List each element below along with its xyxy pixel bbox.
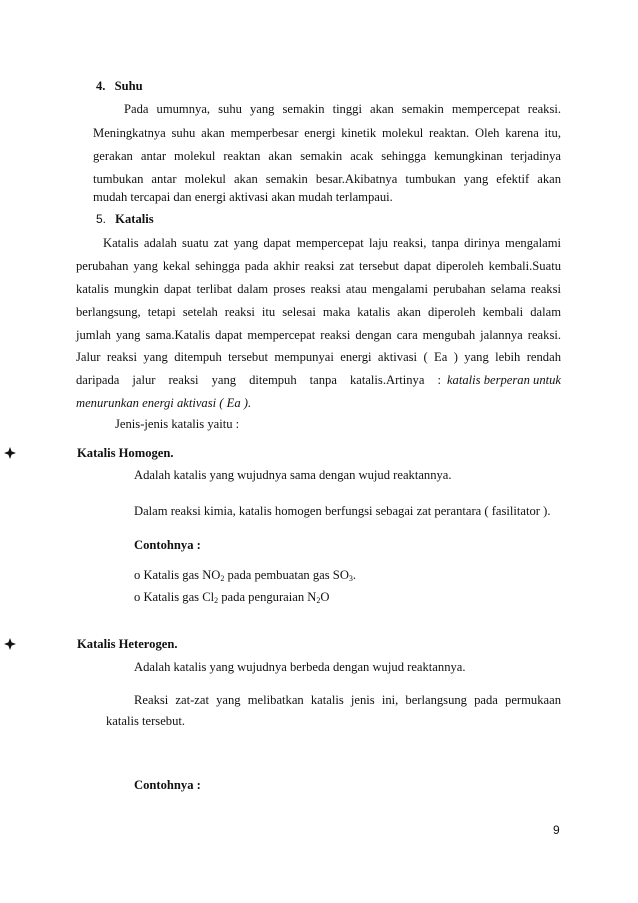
example-2-sub-2: 2 <box>316 596 321 605</box>
page-number: 9 <box>553 823 560 837</box>
section-4-line-5: mudah tercapai dan energi aktivasi akan mudah terlampaui. <box>93 190 393 204</box>
section-5-line-6: Jalur reaksi yang ditempuh tersebut mempunyai energi aktivasi ( Ea ) yang lebih rendah <box>76 350 561 364</box>
example-2-text-b: pada penguraian N <box>218 590 317 604</box>
section-4-line-1: Pada umumnya, suhu yang semakin tinggi akan semakin mempercepat reaksi. <box>124 102 561 116</box>
example-1-text-c: . <box>352 568 357 582</box>
diamond-bullet-icon <box>4 447 16 459</box>
section-5-line-7-normal: daripada jalur reaksi yang ditempuh tanpa katalis.Artinya : <box>76 373 441 387</box>
example-1-text-a: Katalis gas NO <box>143 568 221 582</box>
bullet-circle-icon: o <box>134 568 141 582</box>
section-5-line-7-italic: katalis berperan untuk <box>446 373 561 387</box>
section-4-number: 4. <box>96 79 106 93</box>
heterogen-line-2: Reaksi zat-zat yang melibatkan katalis jenis ini, berlangsung pada permukaan <box>134 693 561 707</box>
homogen-title: Katalis Homogen. <box>77 446 174 460</box>
homogen-line-1: Adalah katalis yang wujudnya sama dengan wujud reaktannya. <box>134 468 452 482</box>
homogen-example-1 <box>134 567 356 587</box>
section-5-title: Katalis <box>115 212 154 226</box>
example-2-text-c: O <box>320 590 330 604</box>
homogen-example-heading: Contohnya : <box>134 538 201 552</box>
example-2-text-a: Katalis gas Cl <box>143 590 215 604</box>
section-4-line-4: tumbukan antar molekul akan semakin besar.Akibatnya tumbukan yang efektif akan <box>93 172 561 186</box>
types-intro: Jenis-jenis katalis yaitu : <box>115 417 240 431</box>
section-5-line-4: berlangsung, tetapi setelah reaksi itu selesai maka katalis akan diperoleh kembali dalam <box>76 305 561 319</box>
heterogen-example-heading: Contohnya : <box>134 778 201 792</box>
section-4-heading <box>96 78 143 94</box>
example-1-text-b: pada pembuatan gas SO <box>224 568 349 582</box>
section-5-line-1: Katalis adalah suatu zat yang dapat mempercepat laju reaksi, tanpa dirinya mengalami <box>103 236 561 250</box>
section-5-line-2: perubahan yang kekal sehingga pada akhir reaksi zat tersebut dapat diperoleh kembali.Suatu <box>76 259 561 273</box>
section-4-line-2: Meningkatnya suhu akan memperbesar energi kinetik molekul reaktan. Oleh karena itu, <box>93 126 561 140</box>
example-2-sub-1: 2 <box>214 596 219 605</box>
example-1-sub-1: 2 <box>220 574 225 583</box>
heterogen-line-1: Adalah katalis yang wujudnya berbeda dengan wujud reaktannya. <box>134 660 466 674</box>
section-5-line-8: menurunkan energi aktivasi ( Ea ). <box>76 396 252 410</box>
section-5-line-7 <box>76 372 561 388</box>
homogen-example-2 <box>134 589 329 609</box>
diamond-bullet-icon <box>4 638 16 650</box>
section-5-heading <box>96 211 154 227</box>
section-5-line-3: katalis mungkin dapat terlibat dalam proses reaksi atau mengalami perubahan selama reaksi <box>76 282 561 296</box>
section-4-title: Suhu <box>114 79 143 93</box>
section-4-line-3: gerakan antar molekul reaktan akan semakin acak sehingga kemungkinan terjadinya <box>93 149 561 163</box>
section-5-number: 5. <box>96 212 107 226</box>
heterogen-line-3: katalis tersebut. <box>106 714 186 728</box>
homogen-line-2: Dalam reaksi kimia, katalis homogen berfungsi sebagai zat perantara ( fasilitator ). <box>134 504 551 518</box>
bullet-circle-icon: o <box>134 590 141 604</box>
heterogen-title: Katalis Heterogen. <box>77 637 178 651</box>
section-5-line-5: jumlah yang sama.Katalis dapat mempercepat reaksi dengan cara mengubah jalannya reaksi. <box>76 328 561 342</box>
example-1-sub-2: 3 <box>348 574 353 583</box>
